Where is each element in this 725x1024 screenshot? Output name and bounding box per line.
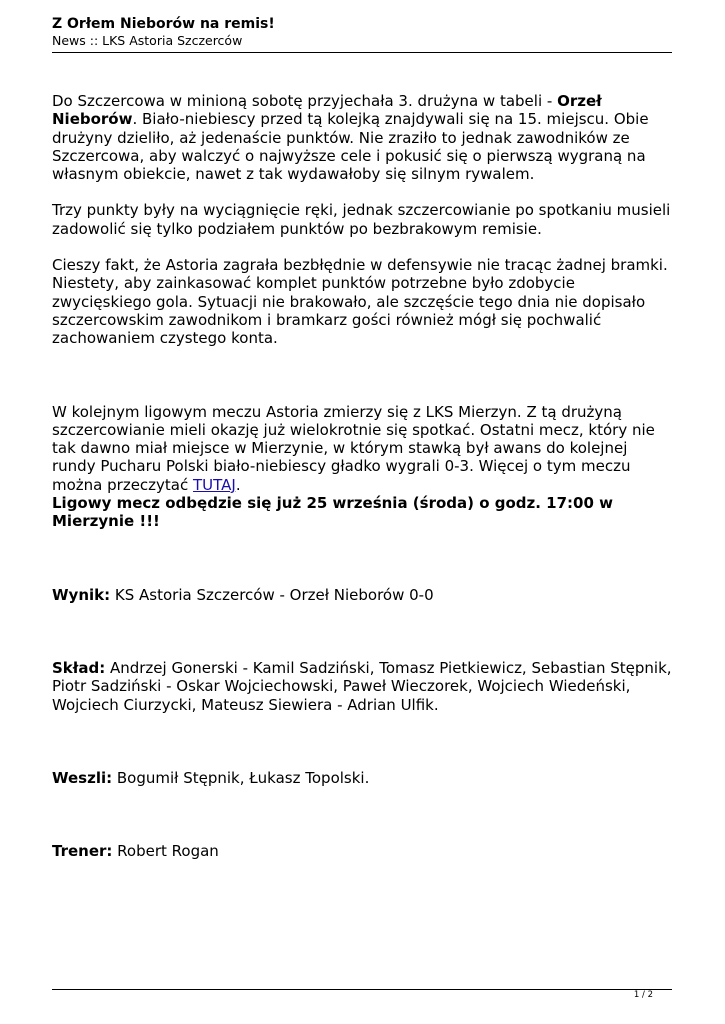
- subs-line: [52, 769, 674, 787]
- result-value: KS Astoria Szczerców - Orzeł Nieborów 0-0: [110, 585, 434, 604]
- next-match-text: W kolejnym ligowym meczu Astoria zmierzy się z LKS Mierzyn. Z tą drużyną szczercowianie mieli okazję już wielokrotnie się spotkać. Ostatni mecz, który nie tak dawno miał miejsce w Mierzynie, w którym stawką był awans do kolejnej rundy Pucharu Polski biało-niebiescy gładko wygrali 0-3. Więcej o tym meczu można przeczytać: [52, 402, 655, 494]
- article-subtitle: News :: LKS Astoria Szczerców: [52, 33, 243, 48]
- squad-line: [52, 659, 674, 714]
- intro-text-b: . Biało-niebiescy przed tą kolejką znajdywali się na 15. miejscu. Obie drużyny dzieliło, aż jedenaście punktów. Nie zraziło to jednak zawodników ze Szczercowa, aby walczyć o najwyższe cele i pokusić się o pierwszą wygraną na własnym obiekcie, nawet z tak wydawałoby się silnym rywalem.: [52, 110, 649, 184]
- coach-line: [52, 842, 674, 860]
- intro-text-a: Do Szczercowa w minioną sobotę przyjechała 3. drużyna w tabeli -: [52, 92, 558, 110]
- coach-value: Robert Rogan: [112, 842, 219, 861]
- result-line: [52, 586, 674, 604]
- article-title: Z Orłem Nieborów na remis!: [52, 16, 275, 32]
- footer-divider: [52, 989, 672, 990]
- subs-label: Weszli:: [52, 768, 113, 787]
- next-match-end: .: [235, 475, 241, 494]
- coach-label: Trener:: [52, 842, 113, 861]
- subs-value: Bogumił Stępnik, Łukasz Topolski.: [112, 768, 370, 787]
- paragraph-result-summary: Trzy punkty były na wyciągnięcie ręki, jednak szczercowianie po spotkaniu musieli zadowolić się tylko podziałem punktów po bezbrakowym remisie.: [52, 201, 671, 238]
- read-more-link[interactable]: TUTAJ: [193, 475, 236, 494]
- paragraph-defense: Cieszy fakt, że Astoria zagrała bezbłędnie w defensywie nie tracąc żadnej bramki. Niestety, aby zainkasować komplet punktów potrzebne było zdobycie zwycięskiego gola. Sytuacji nie brakowało, ale szczęście tego dnia nie dopisało szczercowskim zawodnikom i bramkarz gości również mógł się pochwalić zachowaniem czystego konta.: [52, 256, 668, 348]
- squad-value: Andrzej Gonerski - Kamil Sadziński, Tomasz Pietkiewicz, Sebastian Stępnik, Piotr Sadziński - Oskar Wojciechowski, Paweł Wieczorek, Wojciech Wiedeński, Wojciech Ciurzycki, Mateusz Siewiera - Adrian Ulfik.: [52, 658, 672, 714]
- opponent-name: Orzeł Nieborów: [52, 92, 602, 129]
- next-match-date: Ligowy mecz odbędzie się już 25 września (środa) o godz. 17:00 w Mierzynie !!!: [52, 494, 613, 531]
- paragraph-intro: [52, 92, 674, 183]
- result-label: Wynik:: [52, 585, 111, 604]
- squad-label: Skład:: [52, 658, 106, 677]
- paragraph-next-match: [52, 403, 674, 494]
- next-match-announcement: [52, 494, 674, 531]
- page-number: 1 / 2: [633, 990, 653, 1000]
- header-divider: [52, 52, 672, 53]
- article-body: [52, 92, 674, 860]
- page-header: [52, 16, 672, 48]
